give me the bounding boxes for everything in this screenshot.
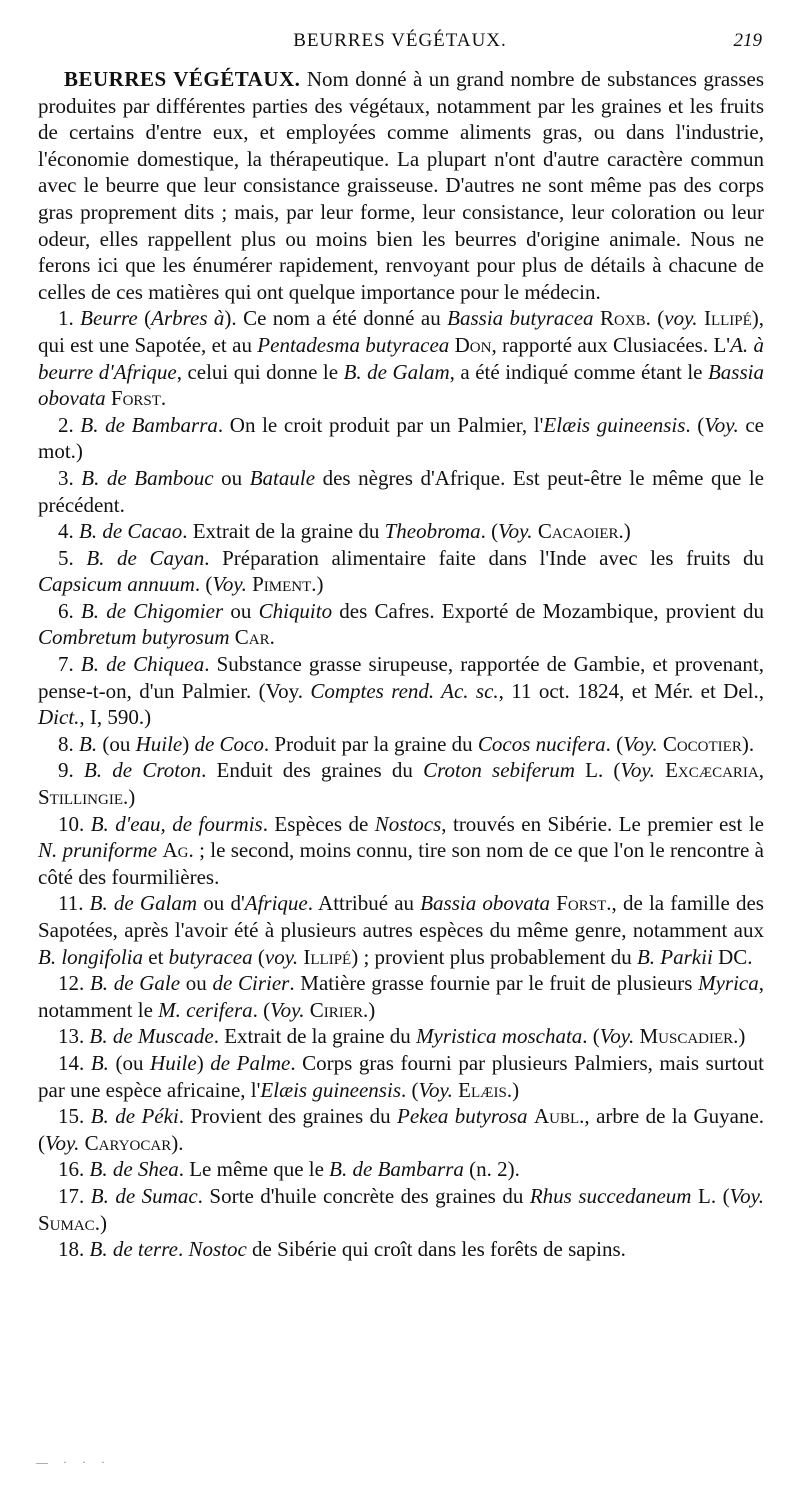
entry-number: 6.: [58, 598, 81, 623]
italic-term: de Coco: [194, 731, 264, 756]
entry-number: 5.: [58, 545, 87, 570]
entry-text: ce mot.): [38, 412, 764, 464]
entry-number: 12.: [58, 971, 90, 996]
small-caps-term: Sumac: [38, 1210, 95, 1235]
small-caps-term: Aubl.: [533, 1104, 585, 1129]
entry-item: [38, 1156, 764, 1183]
small-caps-term: Ag.: [162, 838, 194, 863]
italic-term: B. de Péki: [90, 1104, 179, 1129]
italic-term: Dict.: [38, 705, 80, 730]
italic-term: de Cirier: [212, 971, 290, 996]
entry-text: ): [182, 731, 195, 756]
italic-term: voy.: [664, 306, 698, 331]
italic-term: Rhus succedaneum: [529, 1183, 692, 1208]
entry-text: , notamment le: [38, 971, 764, 1022]
italic-term: B.: [79, 731, 98, 756]
small-caps-term: Cocotier: [662, 731, 742, 756]
entry-number: 17.: [58, 1183, 91, 1208]
italic-term: B. de Sumac: [90, 1183, 198, 1208]
italic-term: B. de Chigomier: [80, 598, 224, 623]
italic-term: B. de Galam: [89, 891, 198, 916]
entry-text: .): [122, 785, 136, 810]
entry-text: Voy.: [265, 678, 311, 703]
italic-term: N. pruniforme: [38, 838, 158, 863]
italic-term: B. de Galam: [343, 359, 450, 384]
italic-term: Voy.: [620, 758, 655, 783]
entry-text: , 11 oct. 1824, et Mér. et Del.,: [498, 678, 764, 703]
italic-term: Voy.: [270, 997, 305, 1022]
entry-text: .): [506, 1077, 520, 1102]
entry-text: . Extrait de la graine du: [182, 519, 385, 544]
entry-item: [38, 1236, 764, 1263]
entry-number: 14.: [58, 1050, 91, 1075]
entry-item: [38, 598, 764, 651]
italic-term: B. Parkii: [636, 944, 713, 969]
entry-text: ou d': [197, 891, 245, 916]
running-title: BEURRES VÉGÉTAUX.: [293, 30, 507, 51]
entry-text: (ou: [97, 731, 136, 756]
entry-item: [38, 545, 764, 598]
entry-text: . Matière grasse fournie par le fruit de plusieurs: [289, 971, 699, 996]
intro-paragraph: [38, 66, 764, 305]
entry-text: .): [733, 1024, 746, 1049]
entry-text: .): [362, 997, 376, 1022]
entry-text: ). Ce nom a été donné au: [224, 306, 448, 331]
small-caps-term: Muscadier: [639, 1024, 734, 1049]
italic-term: B. de Bambarra: [80, 412, 218, 437]
entry-text: . Enduit des graines du: [201, 758, 424, 783]
italic-term: Pentadesma butyracea: [257, 332, 450, 357]
page-number: 219: [733, 30, 762, 51]
entry-item: [38, 970, 764, 1023]
entry-number: 7.: [58, 652, 81, 677]
entry-item: [38, 412, 764, 465]
entry-item: [38, 1103, 764, 1156]
entry-number: 2.: [58, 412, 81, 437]
small-caps-term: Piment: [252, 572, 312, 597]
entry-text: , de la famille des Sapotées, après l'avoir été à plusieurs autres espèces du même genre, notamment aux: [38, 891, 764, 942]
italic-term: Bassia obovata: [420, 891, 551, 916]
italic-term: Bassia obovata: [38, 359, 764, 411]
entry-text: . Produit par la graine du: [263, 731, 478, 756]
entry-text: . Provient des graines du: [178, 1104, 398, 1129]
italic-term: Comptes rend. Ac. sc.: [310, 678, 499, 703]
italic-term: Bassia butyracea: [447, 306, 594, 331]
entry-text: . Espèces de: [262, 811, 375, 836]
italic-term: Voy.: [418, 1077, 453, 1102]
italic-term: B. de Cacao: [79, 519, 183, 544]
entry-text: . (: [605, 731, 624, 756]
italic-term: B. de Shea: [89, 1157, 179, 1182]
entry-number: 11.: [58, 891, 90, 916]
entry-text: ou: [213, 465, 250, 490]
intro-text: Nom donné à un grand nombre de substances grasses produites par différentes parties des végétaux, notamment par les graines et les fruits de certains d'entre eux, et employées comme aliments gras, ou dans l'industrie, l'économie domestique, la thérapeutique. La plupart n'ont d'autre caractère commun avec le beurre que leur consistance graisseuse. D'autres ne sont même pas des corps gras proprement dits ; mais, par leur forme, leur consistance, leur coloration ou leur odeur, elles rappellent plus ou moins bien les beurres d'origine animale. Nous ne ferons ici que les énumérer rapidement, renvoyant pour plus de détails à chacune de celles de ces matières qui ont quelque importance pour le médecin.: [38, 67, 764, 304]
italic-term: Myrica: [698, 971, 759, 996]
entry-item: [38, 1183, 764, 1236]
small-caps-term: Forst.: [556, 891, 612, 916]
entry-text: [655, 758, 665, 782]
entry-text: . (: [685, 412, 705, 437]
entry-text: , a été indiqué comme étant le: [449, 359, 708, 384]
entry-text: . Substance grasse sirupeuse, rapportée de Gambie, et provenant, pense-t-on, d'un Palmier. (: [38, 652, 764, 703]
entry-number: 10.: [58, 811, 91, 836]
entry-text: et: [143, 944, 169, 969]
italic-term: B. de Chiquea: [80, 652, 205, 677]
entry-item: [38, 1050, 764, 1103]
entry-number: 15.: [58, 1104, 91, 1129]
entry-text: . (: [401, 1077, 419, 1102]
italic-term: B. de terre: [89, 1237, 178, 1262]
entry-text: , trouvés en Sibérie. Le premier est le: [441, 811, 764, 836]
entry-item: [38, 465, 764, 518]
italic-term: Capsicum annuum: [38, 572, 195, 597]
entry-item: [38, 890, 764, 970]
italic-term: voy.: [264, 944, 299, 969]
italic-term: Bataule: [249, 465, 316, 490]
entry-text: . (: [582, 1024, 600, 1049]
entry-item: [38, 1023, 764, 1050]
entry-number: 1.: [58, 306, 81, 331]
entry-text: des nègres d'Afrique. Est peut-être le même que le précédent.: [38, 465, 764, 517]
entry-text: . Corps gras fourni par plusieurs Palmiers, mais surtout par une espèce africaine, l': [38, 1050, 765, 1102]
italic-term: B. de Bambouc: [81, 465, 214, 490]
entry-text: . Attribué au: [307, 891, 421, 916]
small-caps-term: Illipé: [303, 944, 352, 969]
italic-term: butyracea: [168, 944, 253, 969]
entry-text: (: [252, 944, 265, 969]
entry-text: .): [618, 519, 631, 544]
italic-term: Cocos nucifera: [477, 731, 606, 756]
entry-item: [38, 518, 764, 545]
italic-term: M. cerifera: [158, 997, 253, 1022]
entry-text: L. (: [574, 758, 621, 783]
italic-term: Afrique: [244, 891, 308, 916]
entry-item: [38, 651, 764, 731]
entry-number: 16.: [58, 1157, 90, 1182]
entry-text: , celui qui donne le: [176, 359, 344, 384]
footer-mark: — · · ·: [36, 1455, 111, 1469]
italic-term: Arbres à: [151, 306, 225, 331]
italic-term: B. de Croton: [83, 758, 202, 783]
entry-text: ) ; provient plus probablement du: [351, 944, 637, 969]
italic-term: Myristica moschata: [416, 1024, 583, 1049]
entry-text: . (: [480, 519, 499, 544]
italic-term: B. de Muscade: [89, 1024, 214, 1049]
entry-text: (ou: [108, 1050, 151, 1075]
entry-number: 8.: [58, 731, 79, 756]
entry-text: ,: [758, 758, 765, 783]
entry-number: 9.: [58, 758, 84, 783]
entry-text: L. (: [691, 1183, 730, 1208]
italic-term: Croton sebiferum: [423, 758, 575, 783]
entry-item: [38, 757, 764, 810]
small-caps-term: Car.: [234, 625, 275, 650]
entry-text: DC.: [712, 944, 753, 969]
italic-term: Combretum butyrosum: [38, 625, 230, 650]
italic-term: B. de Cayan: [86, 545, 205, 570]
italic-term: B. d'eau, de fourmis: [90, 811, 263, 836]
entry-text: . Le même que le: [178, 1157, 330, 1182]
italic-term: Nostocs: [374, 811, 442, 836]
italic-term: Voy.: [498, 519, 533, 544]
running-head: [38, 30, 762, 56]
italic-term: B. de Bambarra: [329, 1157, 464, 1182]
italic-term: Chiquito: [258, 598, 333, 623]
entry-text: (: [137, 306, 152, 331]
small-caps-term: Elæis: [458, 1077, 507, 1102]
entry-item: [38, 731, 764, 758]
italic-term: Voy.: [704, 412, 739, 437]
entry-text: .: [177, 1237, 189, 1262]
entry-text: , I, 590.): [79, 705, 152, 730]
italic-term: B.: [90, 1050, 109, 1075]
entry-text: (: [650, 306, 665, 331]
entry-list: [38, 305, 764, 1262]
entry-text: ou: [223, 598, 259, 623]
italic-term: Pekea butyrosa: [397, 1104, 528, 1129]
entry-text: ), qui est une Sapotée, et au: [38, 306, 765, 357]
italic-term: B. de Gale: [89, 971, 181, 996]
italic-term: Huile: [150, 1050, 197, 1075]
small-caps-term: Cacaoier: [537, 519, 619, 544]
italic-term: Voy.: [599, 1024, 635, 1049]
italic-term: Nostoc: [188, 1237, 247, 1262]
entry-number: 18.: [58, 1237, 90, 1262]
entry-text: ; le second, moins connu, tire son nom de ce que l'on le rencontre à côté des fourmilières.: [38, 838, 765, 889]
small-caps-term: Forst.: [110, 386, 167, 411]
entry-text: (n. 2).: [463, 1157, 520, 1182]
italic-term: Voy.: [729, 1183, 764, 1208]
small-caps-term: Excæcaria: [665, 758, 759, 783]
italic-term: Theobroma: [384, 519, 481, 544]
italic-term: Elæis guineensis: [260, 1077, 401, 1102]
entry-text: . Sorte d'huile concrète des graines du: [197, 1183, 530, 1208]
entry-text: ): [196, 1050, 211, 1075]
entry-text: , arbre de la Guyane. (: [38, 1104, 765, 1155]
entry-text: , rapporté aux Clusiacées. L': [491, 332, 731, 357]
article-headword: BEURRES VÉGÉTAUX.: [64, 67, 301, 91]
small-caps-term: Illipé: [703, 306, 752, 331]
small-caps-term: Cirier: [309, 997, 363, 1022]
italic-term: Huile: [135, 731, 183, 756]
italic-term: de Palme: [210, 1050, 291, 1075]
italic-term: Beurre: [80, 306, 138, 331]
entry-item: [38, 811, 764, 891]
entry-number: 3.: [58, 465, 82, 490]
entry-text: .): [311, 572, 324, 597]
entry-text: . On le croit produit par un Palmier, l': [217, 412, 544, 437]
small-caps-term: Don: [454, 332, 492, 357]
entry-number: 13.: [58, 1024, 90, 1049]
entry-text: . Extrait de la graine du: [213, 1024, 417, 1049]
entry-text: . (: [252, 997, 271, 1022]
italic-term: A. à beurre d'Afrique: [38, 332, 765, 384]
italic-term: Voy.: [623, 731, 658, 756]
article-body: [38, 66, 764, 1263]
entry-text: des Cafres. Exporté de Mozambique, provient du: [332, 598, 764, 623]
entry-text: .): [94, 1210, 107, 1235]
entry-text: ou: [180, 971, 213, 996]
entry-number: 4.: [58, 519, 79, 544]
italic-term: B. longifolia: [38, 944, 143, 969]
italic-term: Voy.: [45, 1130, 80, 1155]
small-caps-term: Roxb.: [599, 306, 651, 331]
entry-item: [38, 305, 764, 411]
entry-text: de Sibérie qui croît dans les forêts de sapins.: [246, 1237, 626, 1262]
italic-term: Voy.: [212, 572, 247, 597]
entry-text: ).: [741, 731, 755, 756]
entry-text: ).: [171, 1130, 184, 1155]
small-caps-term: Caryocar: [84, 1130, 172, 1155]
italic-term: Elæis guineensis: [543, 412, 686, 437]
entry-text: . Préparation alimentaire faite dans l'Inde avec les fruits du: [204, 545, 765, 570]
small-caps-term: Stillingie: [38, 785, 123, 810]
entry-text: . (: [194, 572, 213, 597]
